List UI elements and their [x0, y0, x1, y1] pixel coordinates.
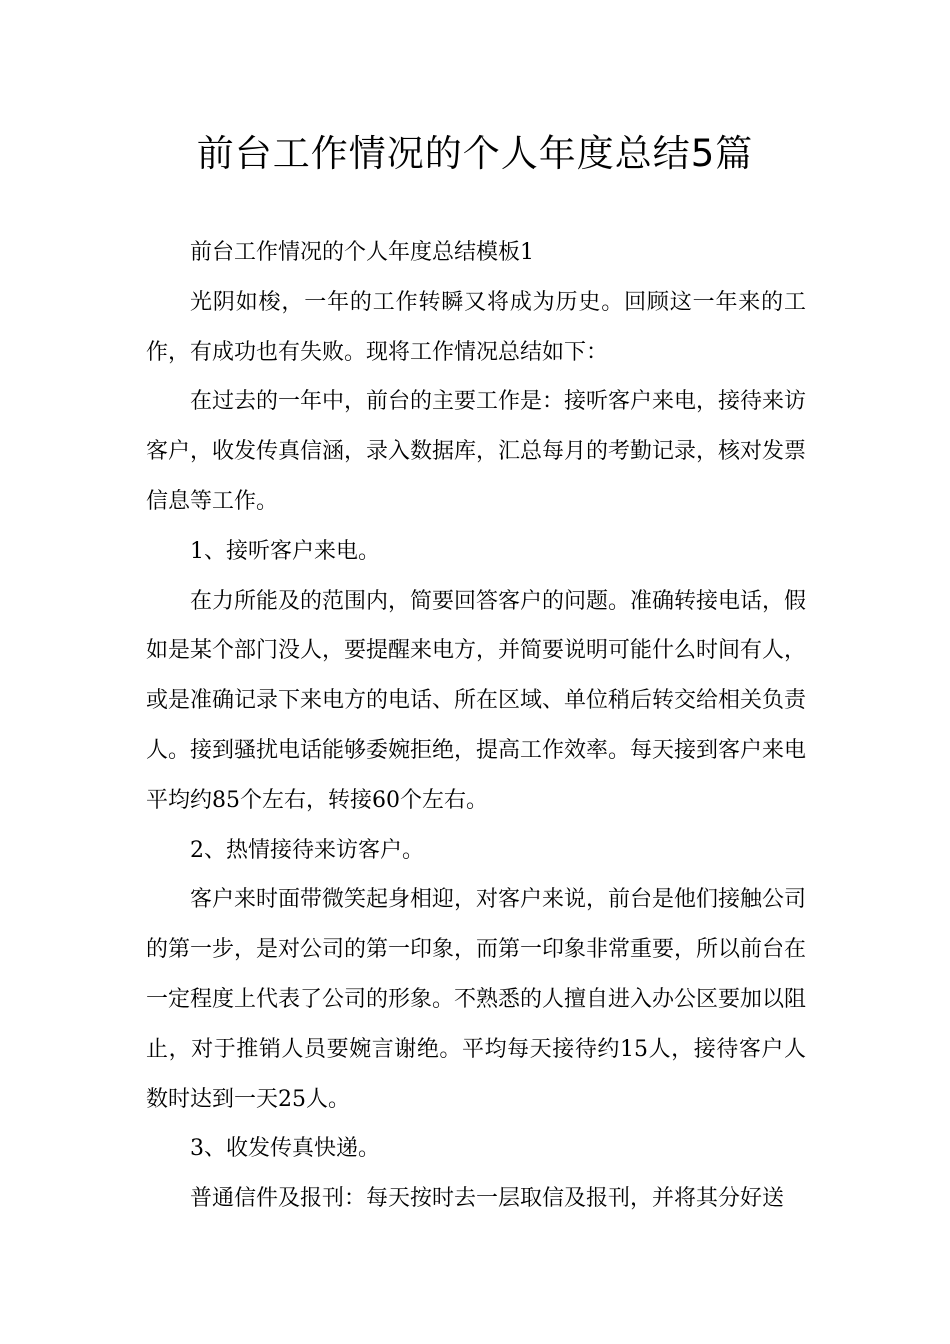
list-heading: 2、热情接待来访客户。 [190, 837, 424, 863]
list-heading: 1、接听客户来电。 [190, 538, 380, 564]
section-heading: 前台工作情况的个人年度总结模板1 [190, 240, 534, 265]
document-body [146, 228, 806, 1224]
body-paragraph: 客户来时面带微笑起身相迎，对客户来说，前台是他们接触公司的第一步，是对公司的第一印象，而第一印象非常重要，所以前台在一定程度上代表了公司的形象。不熟悉的人擅自进入办公区要加以阻止，对于推销人员要婉言谢绝。平均每天接待约15人，接待客户人数时达到一天25人。 [146, 887, 807, 1112]
body-paragraph: 光阴如梭，一年的工作转瞬又将成为历史。回顾这一年来的工作，有成功也有失败。现将工作情况总结如下： [146, 289, 806, 365]
body-paragraph: 在过去的一年中，前台的主要工作是：接听客户来电，接待来访客户，收发传真信涵，录入数据库，汇总每月的考勤记录，核对发票信息等工作。 [146, 389, 807, 514]
document-title: 前台工作情况的个人年度总结5篇 [196, 132, 754, 175]
list-heading: 3、收发传真快递。 [190, 1136, 380, 1162]
body-paragraph: 在力所能及的范围内，简要回答客户的问题。准确转接电话，假如是某个部门没人，要提醒来电方，并简要说明可能什么时间有人，或是准确记录下来电方的电话、所在区域、单位稍后转交给相关负责人。接到骚扰电话能够委婉拒绝，提高工作效率。每天接到客户来电平均约85个左右，转接60个左右。 [146, 588, 807, 813]
body-paragraph: 普通信件及报刊：每天按时去一层取信及报刊，并将其分好送 [190, 1186, 785, 1212]
